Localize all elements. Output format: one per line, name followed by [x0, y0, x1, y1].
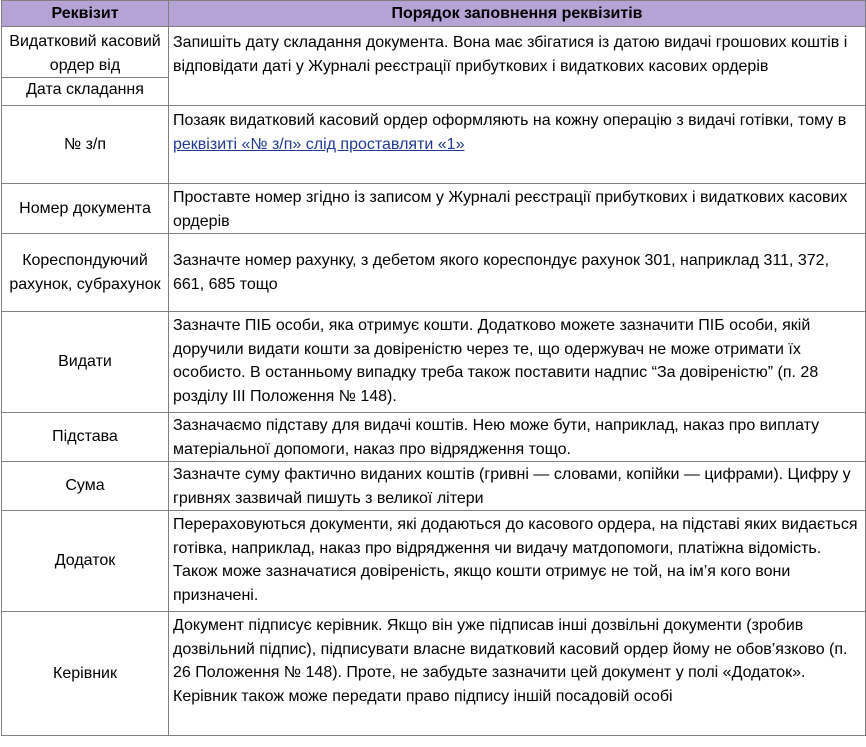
requisite-label: Кореспондуючий рахунок, субрахунок [2, 234, 169, 312]
table-row [2, 413, 866, 462]
requisite-description: Зазначаємо підставу для видачі коштів. Нею може бути, наприклад, наказ про виплату матеріальної допомоги, наказ про відрядження тощо. [169, 413, 866, 462]
table-row [2, 184, 866, 234]
header-requisite: Реквізит [2, 1, 169, 27]
requisite-label: Підстава [2, 413, 169, 462]
table-row [2, 511, 866, 612]
requisite-description: Документ підписує керівник. Якщо він уже підписав інші дозвільні документи (зробив дозвільний підпис), підписувати власне видатковий касовий ордер йому не обов’язково (п. 26 Положення № 148). Проте, не забудьте зазначити цей документ у полі «Додаток». Керівник також може передати право підпису іншій посадовій особі [169, 612, 866, 736]
requisite-label: № з/п [2, 106, 169, 184]
requisite-description [169, 106, 866, 184]
requisite-label [2, 27, 169, 106]
requisite-label: Видати [2, 312, 169, 413]
requisite-label-primary: Видатковий касовий ордер від [9, 33, 161, 74]
table-row [2, 312, 866, 413]
table-row [2, 106, 866, 184]
header-filling-order: Порядок заповнення реквізитів [169, 1, 866, 27]
requisite-description: Запишіть дату складання документа. Вона має збігатися із датою видачі грошових коштів і відповідати даті у Журналі реєстрації прибуткових і видаткових касових ордерів [169, 27, 866, 106]
requisite-label-secondary: Дата складання [2, 77, 168, 102]
requisite-label: Номер документа [2, 184, 169, 234]
table-row [2, 462, 866, 511]
requisite-description: Зазначте ПІБ особи, яка отримує кошти. Додатково можете зазначити ПІБ особи, якій доручили видати кошти за довіреністю через те, що одержувач не може отримати їх особисто. В останньому випадку треба також поставити надпис “За довіреністю” (п. 28 розділу ІІІ Положення № 148). [169, 312, 866, 413]
requisite-label: Сума [2, 462, 169, 511]
table-row [2, 234, 866, 312]
requisite-description: Зазначте суму фактично виданих коштів (гривні — словами, копійки — цифрами). Цифру у гривнях зазвичай пишуть з великої літери [169, 462, 866, 511]
requisite-description: Перераховуються документи, які додаються до касового ордера, на підставі яких видається готівка, наприклад, наказ про відрядження чи видачу матдопомоги, платіжна відомість. Також може зазначатися довіреність, якщо кошти отримує не той, на ім’я кого вони призначені. [169, 511, 866, 612]
table-row [2, 612, 866, 736]
header-row [2, 1, 866, 27]
requisite-link[interactable]: реквізиті «№ з/п» слід проставляти «1» [173, 135, 465, 153]
requisite-label: Керівник [2, 612, 169, 736]
requisite-description: Зазначте номер рахунку, з дебетом якого кореспондує рахунок 301, наприклад 311, 372, 661, 685 тощо [169, 234, 866, 312]
requisite-description-text: Позаяк видатковий касовий ордер оформляють на кожну операцію з видачі готівки, тому в [173, 112, 847, 129]
requisite-label: Додаток [2, 511, 169, 612]
requisite-description: Проставте номер згідно із записом у Журналі реєстрації прибуткових і видаткових касових ордерів [169, 184, 866, 234]
requisites-table [1, 0, 866, 736]
table-row [2, 27, 866, 106]
